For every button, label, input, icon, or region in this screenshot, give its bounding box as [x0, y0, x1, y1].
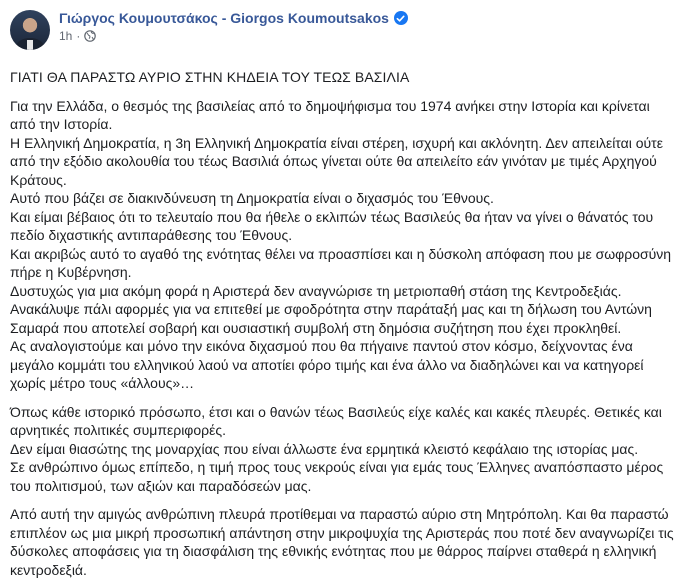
post-paragraph: Και είμαι βέβαιος ότι το τελευταίο που θα ήθελε ο εκλιπών τέως Βασιλεύς θα ήταν να γίνει ο θάνατός του πεδίο διχαστικής αντιπαράθεσης του Έθνους. — [10, 208, 654, 243]
post-paragraph: Ανακάλυψε πάλι αφορμές για να επιτεθεί με σφοδρότητα στην παράταξή μας και τη δήλωση του Αντώνη Σαμαρά που αποτελεί σοβαρή και ουσιαστική συμβολή στη δημόσια συζήτηση που έχει προκληθεί. — [10, 301, 652, 336]
separator-dot: · — [76, 29, 81, 43]
post-header — [10, 8, 692, 58]
post-paragraph: Δεν είμαι θιασώτης της μοναρχίας που είναι άλλωστε ένα ερμητικά κλειστό κεφάλαιο της ιστορίας μας. — [10, 440, 639, 457]
author-name[interactable]: Γιώργος Κουμουτσάκος - Giorgos Koumoutsakos — [59, 10, 389, 26]
post-paragraph: Αυτό που βάζει σε διακινδύνευση τη Δημοκρατία είναι ο διχασμός του Έθνους. — [10, 190, 494, 206]
post-paragraph: Η Ελληνική Δημοκρατία, η 3η Ελληνική Δημοκρατία είναι στέρεη, ισχυρή και ακλόνητη. Δεν απειλείται ούτε από την εξόδιο ακολουθία του τέως Βασιλιά όπως γίνεται ούτε θα απειλείτο εάν γινόταν με τιμές Αρχηγού Κράτους. — [10, 134, 663, 188]
globe-icon[interactable] — [84, 30, 96, 42]
post-body — [10, 68, 692, 579]
post-paragraph: Για την Ελλάδα, ο θεσμός της βασιλείας από το δημοψήφισμα του 1974 ανήκει στην Ιστορία και κρίνεται από την Ιστορία. — [10, 97, 650, 132]
paragraph-group-2 — [10, 403, 678, 496]
post-timestamp[interactable]: 1h — [59, 29, 73, 43]
post-paragraph: Και ακριβώς αυτό το αγαθό της ενότητας θέλει να προασπίσει και η δύσκολη απόφαση που με σωφροσύνη πήρε η Κυβέρνηση. — [10, 245, 672, 280]
paragraph-group-1 — [10, 97, 678, 393]
post-title: ΓΙΑΤΙ ΘΑ ΠΑΡΑΣΤΩ ΑΥΡΙΟ ΣΤΗΝ ΚΗΔΕΙΑ ΤΟΥ ΤΕΩΣ ΒΑΣΙΛΙΑ — [10, 69, 410, 85]
post-paragraph: Όπως κάθε ιστορικό πρόσωπο, έτσι και ο θανών τέως Βασιλεύς είχε καλές και κακές πλευρές. Θετικές και αρνητικές πολιτικές συμπεριφορές. — [10, 403, 662, 438]
author-avatar[interactable] — [10, 10, 50, 50]
verified-badge-icon — [394, 11, 408, 25]
author-row — [59, 10, 408, 26]
post-meta — [59, 8, 408, 43]
post-paragraph: Σε ανθρώπινο όμως επίπεδο, η τιμή προς τους νεκρούς είναι για εμάς τους Έλληνες αναπόσπαστο μέρος του πολιτισμού, των αξιών και παραδόσεών μας. — [10, 459, 664, 494]
post-paragraph: Ας αναλογιστούμε και μόνο την εικόνα διχασμού που θα πήγαινε παντού στον κόσμο, δείχνοντας ένα μεγάλο κομμάτι του ελληνικού λαού να αποτίει φόρο τιμής και ένα άλλο να διαδηλώνει και να κατηγορεί χωρίς μέτρο τους «άλλους»… — [10, 338, 644, 391]
post-paragraph: Δυστυχώς για μια ακόμη φορά η Αριστερά δεν αναγνώρισε τη μετριοπαθή στάση της Κεντροδεξιάς. — [10, 282, 622, 299]
post-time-row — [59, 29, 408, 43]
paragraph-group-3 — [10, 505, 678, 579]
post-paragraph: Από αυτή την αμιγώς ανθρώπινη πλευρά προτίθεμαι να παραστώ αύριο στη Μητρόπολη. Και θα παραστώ επιπλέον ως μια μικρή προσωπική απάντηση στην μικροψυχία της Αριστεράς που ποτέ δεν αναγνωρίζει τις δύσκολες αποφάσεις για τη διασφάλιση της εθνικής ενότητας που με θάρρος παίρνει σταθερά η ελληνική κεντροδεξιά. — [10, 506, 674, 578]
